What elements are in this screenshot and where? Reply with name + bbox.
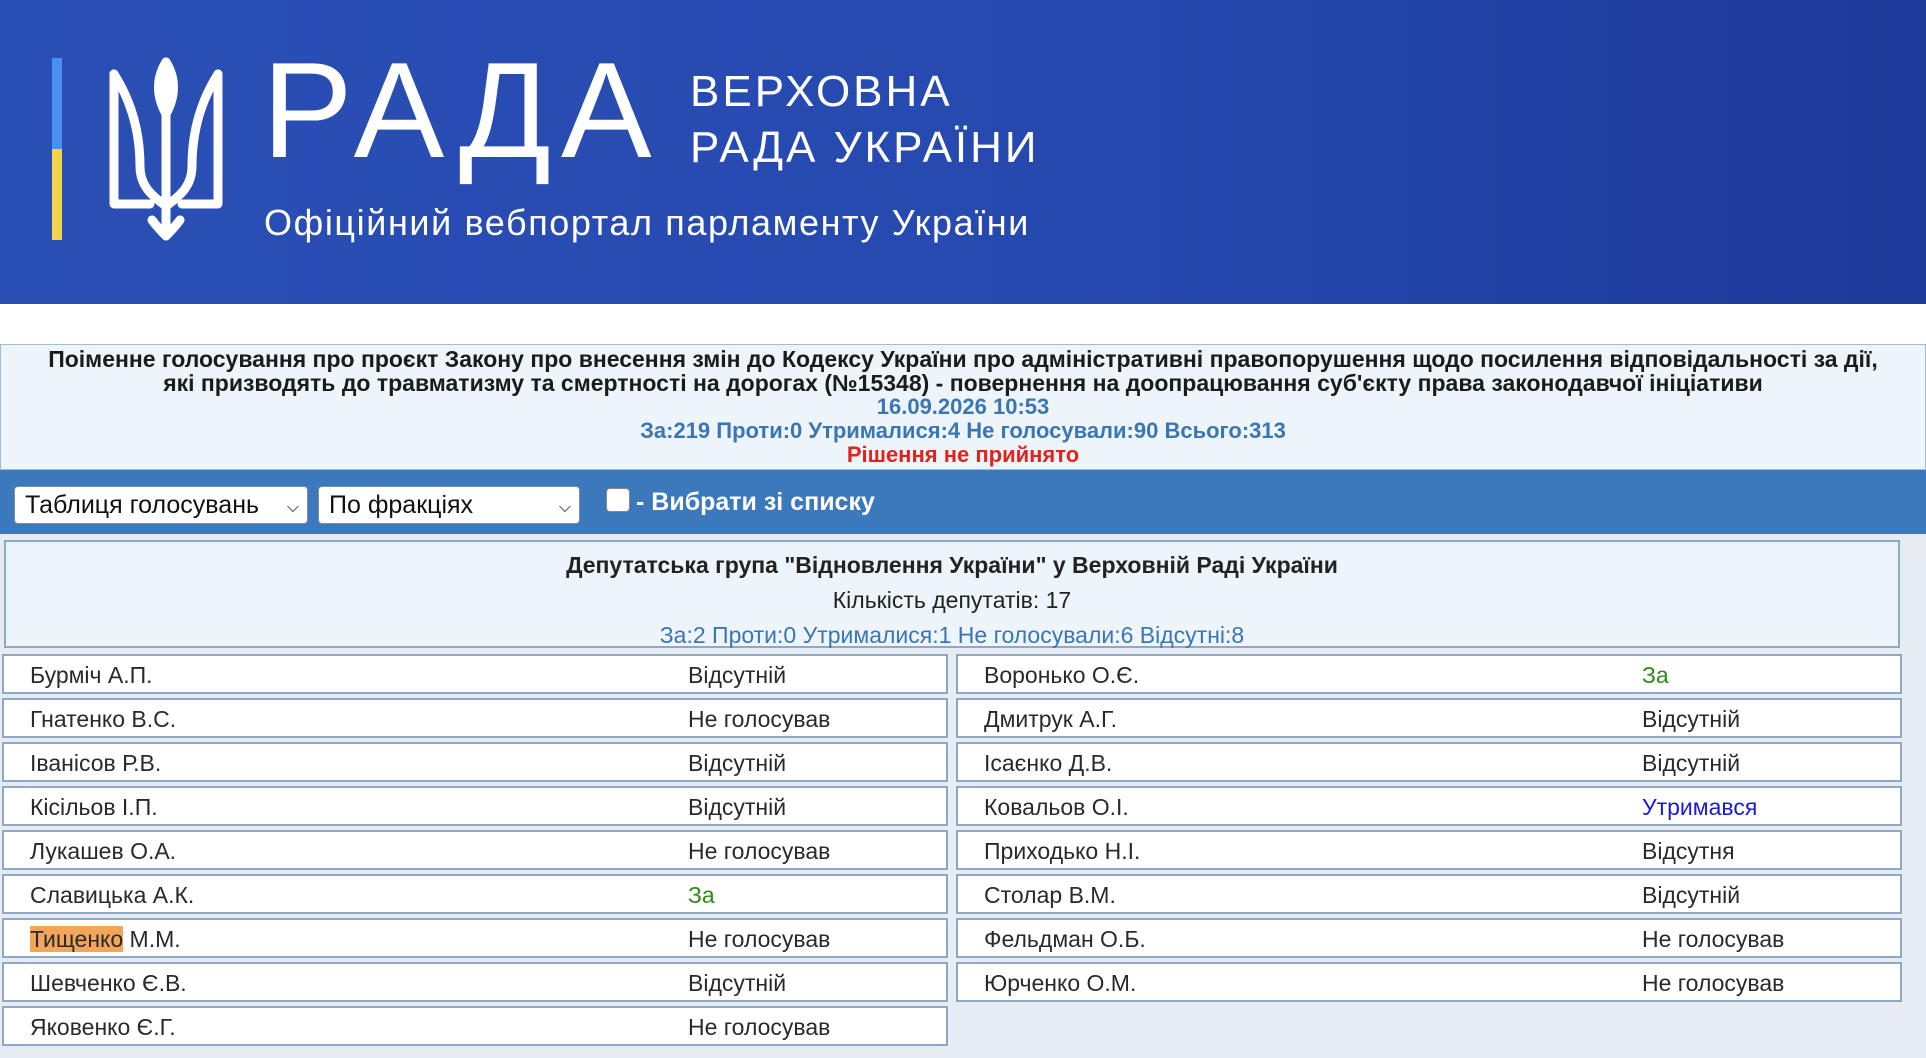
group-select[interactable]	[318, 486, 580, 524]
site-header	[0, 0, 1926, 304]
faction-header	[4, 540, 1900, 648]
vote-datetime: 16.09.2026 10:53	[876, 394, 1050, 419]
vote-result: Рішення не прийнято	[846, 442, 1080, 467]
deputy-row[interactable]	[956, 874, 1902, 914]
deputy-vote: Відсутній	[1642, 750, 1741, 776]
deputy-name[interactable]: Гнатенко В.С.	[30, 706, 177, 732]
brand-subtitle	[690, 64, 1040, 176]
vote-counts: За:219 Проти:0 Утрималися:4 Не голосували:90 Всього:313	[640, 418, 1286, 443]
deputy-vote: Не голосував	[1642, 970, 1785, 996]
deputy-row[interactable]	[2, 654, 948, 694]
chevron-down-icon: ⌵	[558, 499, 571, 516]
deputy-row[interactable]	[2, 962, 948, 1002]
choose-from-list-label[interactable]: - Вибрати зі списку	[636, 488, 875, 516]
deputy-vote: Відсутній	[688, 794, 787, 820]
vote-title	[1, 347, 1925, 395]
deputy-vote: Відсутній	[688, 750, 787, 776]
deputy-name[interactable]: Бурміч А.П.	[30, 662, 153, 688]
brand-subtitle-line1: ВЕРХОВНА	[690, 67, 953, 116]
deputy-name[interactable]: Ковальов О.І.	[984, 794, 1129, 820]
deputy-name[interactable]: Юрченко О.М.	[984, 970, 1137, 996]
deputy-vote: Відсутній	[688, 970, 787, 996]
deputy-row[interactable]	[2, 786, 948, 826]
deputy-row[interactable]	[2, 742, 948, 782]
faction-count: Кількість депутатів: 17	[832, 587, 1072, 613]
deputy-name-rest: М.М.	[123, 926, 181, 952]
deputy-name[interactable]: Приходько Н.І.	[984, 838, 1141, 864]
deputy-row[interactable]	[2, 1006, 948, 1046]
deputy-vote: Не голосував	[688, 1014, 831, 1040]
deputy-vote: За	[688, 882, 715, 908]
search-highlight: Тищенко	[30, 926, 124, 952]
deputy-row[interactable]	[2, 698, 948, 738]
deputy-vote: Відсутній	[688, 662, 787, 688]
deputy-vote: Не голосував	[688, 838, 831, 864]
deputy-vote: Не голосував	[688, 926, 831, 952]
deputy-name[interactable]: Лукашев О.А.	[30, 838, 177, 864]
deputy-name[interactable]: Ісаєнко Д.В.	[984, 750, 1113, 776]
deputy-name[interactable]: Яковенко Є.Г.	[30, 1014, 176, 1040]
faction-stats: За:2 Проти:0 Утрималися:1 Не голосували:6 Відсутні:8	[659, 622, 1245, 648]
deputy-name[interactable]: Воронько О.Є.	[984, 662, 1140, 688]
deputy-name[interactable]: Столар В.М.	[984, 882, 1116, 908]
deputy-vote: Не голосував	[688, 706, 831, 732]
deputy-name[interactable]: Славицька А.К.	[30, 882, 195, 908]
deputy-name[interactable]	[30, 926, 181, 953]
choose-from-list-checkbox[interactable]	[606, 488, 630, 512]
deputy-row[interactable]	[2, 830, 948, 870]
group-select-value: По фракціях	[329, 491, 474, 519]
deputy-name[interactable]: Шевченко Є.В.	[30, 970, 187, 996]
deputy-vote: Відсутній	[1642, 706, 1741, 732]
brand-subtitle-line2: РАДА УКРАЇНИ	[690, 123, 1040, 172]
view-select-value: Таблиця голосувань	[25, 491, 260, 519]
deputy-name[interactable]: Фельдман О.Б.	[984, 926, 1146, 952]
deputy-row[interactable]	[2, 874, 948, 914]
deputy-vote: Утримався	[1642, 794, 1758, 820]
deputy-row[interactable]	[956, 654, 1902, 694]
brand-title[interactable]: РАДА	[262, 34, 662, 186]
vote-title-line2: які призводять до травматизму та смертності на дорогах (№15348) - повернення на доопрацювання суб'єкту права законодавчої ініціативи	[163, 370, 1763, 396]
flag-bar	[52, 58, 62, 240]
deputy-name[interactable]: Дмитрук А.Г.	[984, 706, 1118, 732]
deputy-vote: Не голосував	[1642, 926, 1785, 952]
deputy-row[interactable]	[956, 698, 1902, 738]
deputy-name[interactable]: Кісільов І.П.	[30, 794, 158, 820]
toolbar	[0, 470, 1926, 534]
deputy-vote: Відсутній	[1642, 882, 1741, 908]
chevron-down-icon: ⌵	[286, 499, 299, 516]
deputy-row[interactable]	[956, 786, 1902, 826]
portal-tagline: Офіційний вебпортал парламенту України	[264, 202, 1030, 243]
faction-name: Депутатська група "Відновлення України" у Верховній Раді України	[566, 552, 1338, 578]
deputy-row[interactable]	[956, 918, 1902, 958]
vote-summary	[0, 344, 1926, 470]
deputy-name[interactable]: Іванісов Р.В.	[30, 750, 162, 776]
deputy-vote: Відсутня	[1642, 838, 1735, 864]
trident-emblem-icon[interactable]	[106, 56, 226, 242]
deputy-vote: За	[1642, 662, 1669, 688]
faction-panel	[0, 534, 1926, 1058]
deputy-row[interactable]	[956, 742, 1902, 782]
deputy-row[interactable]	[956, 962, 1902, 1002]
deputy-row[interactable]	[2, 918, 948, 958]
deputy-row[interactable]	[956, 830, 1902, 870]
vote-title-line1: Поіменне голосування про проєкт Закону про внесення змін до Кодексу України про адміністративні правопорушення щодо посилення відповідальності за дії,	[48, 346, 1878, 372]
view-select[interactable]	[14, 486, 308, 524]
